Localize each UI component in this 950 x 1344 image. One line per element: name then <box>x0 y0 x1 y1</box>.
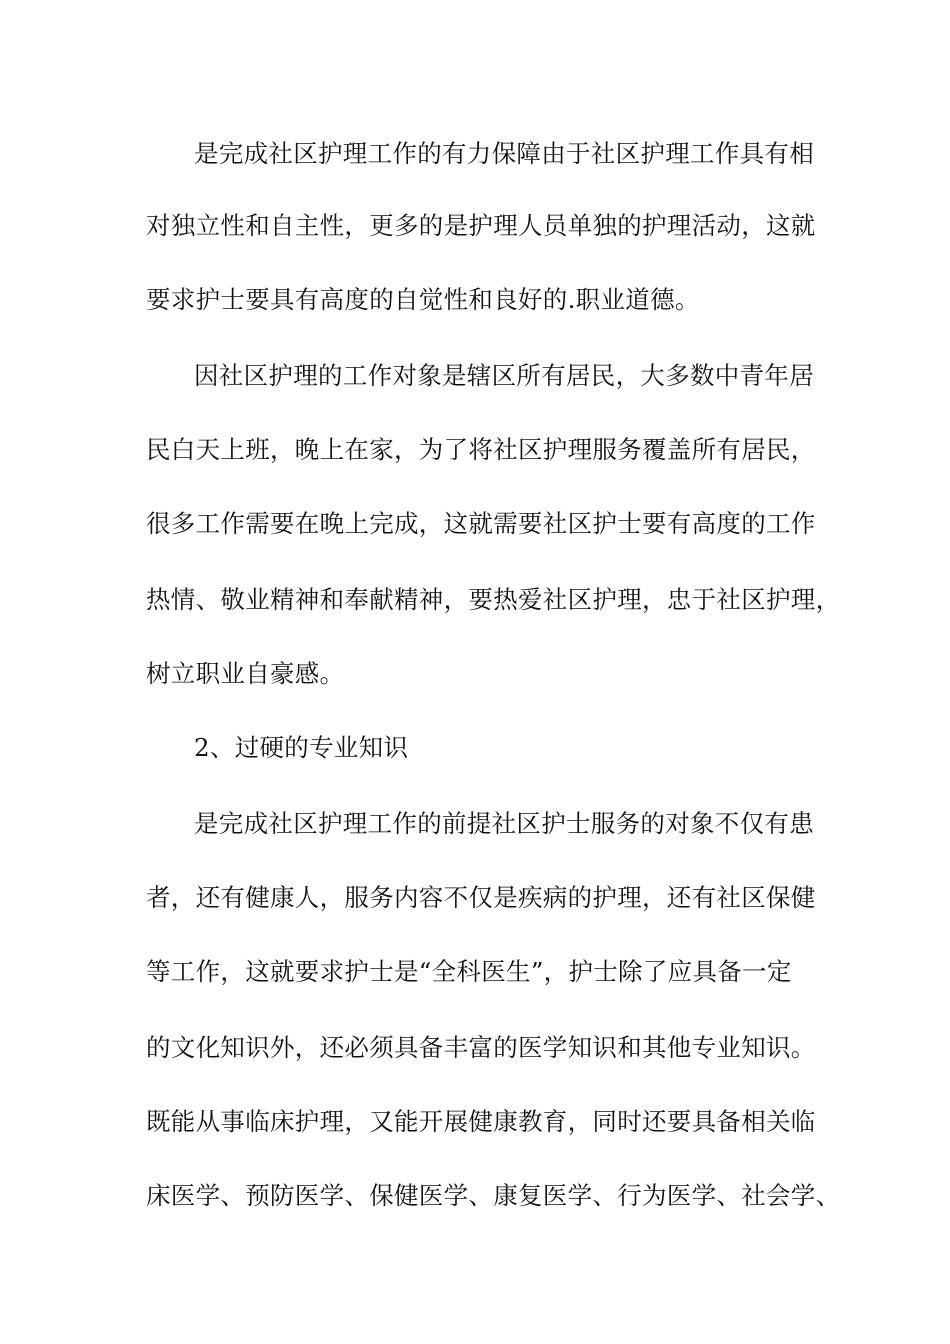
paragraph-line: 对独立性和自主性，更多的是护理人员单独的护理活动，这就 <box>146 211 816 240</box>
paragraph-line: 很多工作需要在晚上完成，这就需要社区护士要有高度的工作 <box>146 509 816 538</box>
paragraph-line: 床医学、预防医学、保健医学、康复医学、行为医学、社会学、 <box>146 1181 841 1210</box>
section-heading: 2、过硬的专业知识 <box>194 733 409 762</box>
paragraph-line: 因社区护理的工作对象是辖区所有居民，大多数中青年居 <box>194 361 814 390</box>
paragraph-line: 者，还有健康人，服务内容不仅是疾病的护理，还有社区保健 <box>146 883 816 912</box>
paragraph-line: 要求护士要具有高度的自觉性和良好的.职业道德。 <box>146 285 700 314</box>
paragraph-line: 等工作，这就要求护士是“全科医生”，护士除了应具备一定 <box>146 957 792 986</box>
paragraph-line: 民白天上班，晚上在家，为了将社区护理服务覆盖所有居民， <box>146 435 816 464</box>
paragraph-line: 的文化知识外，还必须具备丰富的医学知识和其他专业知识。 <box>146 1033 816 1062</box>
paragraph-line: 热情、敬业精神和奉献精神，要热爱社区护理，忠于社区护理， <box>146 585 841 614</box>
paragraph-line: 树立职业自豪感。 <box>146 659 345 688</box>
paragraph-line: 既能从事临床护理，又能开展健康教育，同时还要具备相关临 <box>146 1107 816 1136</box>
paragraph-line: 是完成社区护理工作的前提社区护士服务的对象不仅有患 <box>194 809 814 838</box>
paragraph-line: 是完成社区护理工作的有力保障由于社区护理工作具有相 <box>194 139 814 168</box>
